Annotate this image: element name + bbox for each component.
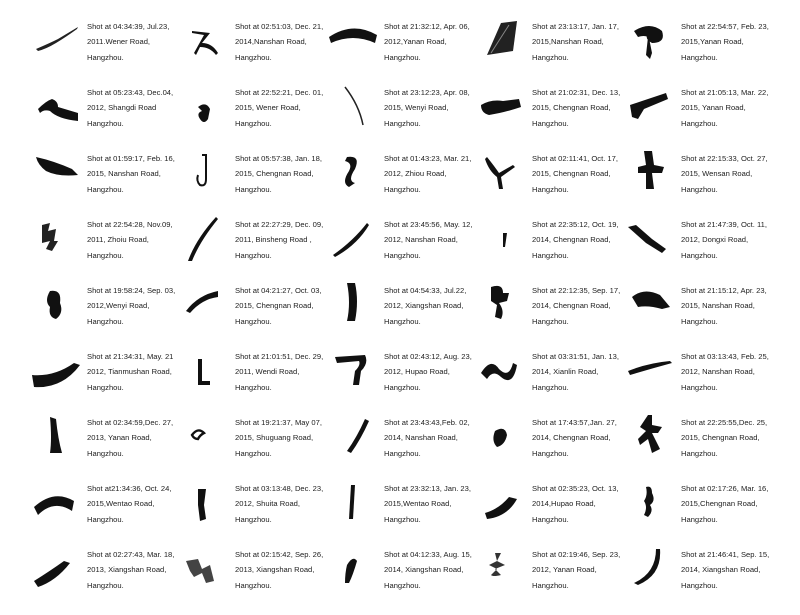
photo-caption: Shot at 23:32:13, Jan. 23, 2015,Wentao Road, Hangzhou. [384, 484, 471, 524]
photo-grid [28, 13, 788, 613]
photo-caption: Shot at 02:35:23, Oct. 13, 2014,Hupao Road, Hangzhou. [532, 484, 619, 524]
hook-stroke [176, 13, 232, 71]
drip-stroke [473, 475, 529, 533]
photo-caption: Shot at 23:45:56, May. 12, 2012, Nanshan Road, Hangzhou. [384, 220, 473, 260]
photo-entry [473, 277, 621, 341]
brush-stroke [176, 277, 232, 335]
photo-caption: Shot at 04:34:39, Jul.23, 2011.Wener Road, Hangzhou. [87, 22, 170, 62]
dark-block-stroke [473, 13, 529, 71]
photo-entry [325, 211, 473, 275]
photo-entry [176, 277, 324, 341]
photo-entry [176, 211, 324, 275]
photo-entry [325, 409, 473, 473]
photo-caption: Shot at 22:54:28, Nov.09, 2011, Zhoiu Road, Hangzhou. [87, 220, 173, 260]
oval-stroke [473, 409, 529, 467]
slash-stroke [325, 409, 381, 467]
cluster-stroke [28, 277, 84, 335]
dot-stroke [473, 211, 529, 269]
photo-entry [176, 79, 324, 143]
wedge-vertical-stroke [28, 409, 84, 467]
knot-stroke [473, 277, 529, 335]
photo-caption: Shot at 02:19:46, Sep. 23, 2012, Yanan Road, Hangzhou. [532, 550, 621, 590]
hook-seven-stroke [325, 343, 381, 401]
photo-caption: Shot at 22:27:29, Dec. 09, 2011, Binsheng Road , Hangzhou. [235, 220, 324, 260]
photo-entry [622, 145, 770, 209]
photo-entry [28, 145, 176, 209]
photo-caption: Shot at 22:15:33, Oct. 27, 2015, Wensan Road, Hangzhou. [681, 154, 768, 194]
photo-entry [28, 79, 176, 143]
thin-arc-stroke [325, 79, 381, 137]
photo-caption: Shot at 02:27:43, Mar. 18, 2013, Xiangshan Road, Hangzhou. [87, 550, 175, 590]
loop-stroke [622, 13, 678, 71]
photo-entry [473, 145, 621, 209]
photo-entry [176, 409, 324, 473]
photo-caption: Shot at 02:34:59,Dec. 27, 2013, Yanan Road, Hangzhou. [87, 418, 174, 458]
photo-caption: Shot at 17:43:57,Jan. 27, 2014, Chengnan Road, Hangzhou. [532, 418, 617, 458]
photo-caption: Shot at 05:23:43, Dec.04, 2012, Shangdi Road Hangzhou. [87, 88, 174, 128]
photo-entry [325, 343, 473, 407]
photo-entry [473, 211, 621, 275]
photo-entry [176, 475, 324, 539]
photo-entry [622, 211, 770, 275]
photo-entry [622, 409, 770, 473]
photo-caption: Shot at 02:43:12, Aug. 23, 2012, Hupao Road, Hangzhou. [384, 352, 472, 392]
photo-entry [28, 277, 176, 341]
photo-entry [176, 343, 324, 407]
arc-bar-stroke [325, 13, 381, 71]
photo-entry [28, 541, 176, 605]
wisp-stroke [622, 343, 678, 401]
photo-entry [622, 79, 770, 143]
flag-stroke [622, 79, 678, 137]
photo-caption: Shot at 01:43:23, Mar. 21, 2012, Zhiou Road, Hangzhou. [384, 154, 472, 194]
photo-caption: Shot at 23:13:17, Jan. 17, 2015,Nanshan Road, Hangzhou. [532, 22, 619, 62]
photo-entry [176, 13, 324, 77]
fan-stroke [622, 277, 678, 335]
photo-entry [622, 541, 770, 605]
photo-caption: Shot at 21:05:13, Mar. 22, 2015, Yanan Road, Hangzhou. [681, 88, 769, 128]
photo-caption: Shot at 21:02:31, Dec. 13, 2015, Chengnan Road, Hangzhou. [532, 88, 621, 128]
photo-caption: Shot at 02:11:41, Oct. 17, 2015, Chengnan Road, Hangzhou. [532, 154, 618, 194]
photo-caption: Shot at 03:13:43, Feb. 25, 2012, Nanshan Road, Hangzhou. [681, 352, 769, 392]
photo-entry [325, 145, 473, 209]
photo-entry [473, 409, 621, 473]
photo-caption: Shot at 02:51:03, Dec. 21, 2014,Nanshan Road, Hangzhou. [235, 22, 324, 62]
photo-entry [622, 343, 770, 407]
glyph-stroke [28, 211, 84, 269]
long-diagonal-stroke [176, 211, 232, 269]
photo-entry [473, 475, 621, 539]
photo-caption: Shot at 23:12:23, Apr. 08, 2015, Wenyi Road, Hangzhou. [384, 88, 470, 128]
curve-hook-stroke [622, 541, 678, 599]
photo-entry [325, 79, 473, 143]
photo-caption: Shot at 02:17:26, Mar. 16, 2015,Chengnan Road, Hangzhou. [681, 484, 769, 524]
photo-entry [622, 13, 770, 77]
wedge-stroke [28, 145, 84, 203]
leaf-stroke [325, 211, 381, 269]
photo-caption: Shot at 22:35:12, Oct. 19, 2014, Chengnan Road, Hangzhou. [532, 220, 619, 260]
photo-entry [473, 541, 621, 605]
diagonal-fan-stroke [28, 541, 84, 599]
photo-entry [176, 541, 324, 605]
twist-stroke [473, 343, 529, 401]
photo-caption: Shot at 21:32:12, Apr. 06, 2012,Yanan Road, Hangzhou. [384, 22, 470, 62]
photo-entry [28, 13, 176, 77]
photo-caption: Shot at 21:15:12, Apr. 23, 2015, Nanshan Road, Hangzhou. [681, 286, 767, 326]
cross-stroke [622, 145, 678, 203]
arch-stroke [28, 475, 84, 533]
photo-entry [28, 211, 176, 275]
thin-rod-stroke [325, 475, 381, 533]
photo-caption: Shot at 22:12:35, Sep. 17, 2014, Chengnan Road, Hangzhou. [532, 286, 621, 326]
feather-stroke [28, 13, 84, 71]
photo-entry [325, 541, 473, 605]
photo-caption: Shot at 22:54:57, Feb. 23, 2015,Yanan Road, Hangzhou. [681, 22, 769, 62]
curl-stroke [176, 409, 232, 467]
photo-caption: Shot at 03:13:48, Dec. 23, 2012, Shuita Road, Hangzhou. [235, 484, 324, 524]
photo-entry [28, 343, 176, 407]
photo-caption: Shot at 21:47:39, Oct. 11, 2012, Dongxi Road, Hangzhou. [681, 220, 767, 260]
photo-caption: Shot at 04:12:33, Aug. 15, 2014, Xiangshan Road, Hangzhou. [384, 550, 472, 590]
star-stroke [622, 409, 678, 467]
photo-caption: Shot at 22:25:55,Dec. 25, 2015, Chengnan Road, Hangzhou. [681, 418, 768, 458]
photo-caption: Shot at 05:57:38, Jan. 18, 2015, Chengnan Road, Hangzhou. [235, 154, 322, 194]
photo-entry [28, 409, 176, 473]
photo-entry [622, 475, 770, 539]
photo-caption: Shot at 21:34:31, May. 21 2012, Tianmushan Road, Hangzhou. [87, 352, 174, 392]
fork-stroke [473, 145, 529, 203]
photo-caption: Shot at 19:21:37, May 07, 2015, Shuguang Road, Hangzhou. [235, 418, 322, 458]
photo-caption: Shot at 04:54:33, Jul.22, 2012, Xiangshan Road, Hangzhou. [384, 286, 467, 326]
zig-stroke [473, 541, 529, 599]
photo-caption: Shot at 21:01:51, Dec. 29, 2011, Wendi Road, Hangzhou. [235, 352, 324, 392]
sweep-stroke [28, 343, 84, 401]
photo-caption: Shot at 21:46:41, Sep. 15, 2014, Xiangshan Road, Hangzhou. [681, 550, 770, 590]
photo-entry [325, 277, 473, 341]
photo-caption: Shot at 04:21:27, Oct. 03, 2015, Chengnan Road, Hangzhou. [235, 286, 322, 326]
photo-entry [176, 145, 324, 209]
photo-caption: Shot at 19:58:24, Sep. 03, 2012,Wenyi Road, Hangzhou. [87, 286, 176, 326]
photo-entry [473, 13, 621, 77]
photo-caption: Shot at 02:15:42, Sep. 26, 2013, Xiangshan Road, Hangzhou. [235, 550, 324, 590]
blot-stroke [176, 79, 232, 137]
photo-entry [473, 343, 621, 407]
photo-entry [325, 13, 473, 77]
photo-caption: Shot at 22:52:21, Dec. 01, 2015, Wener Road, Hangzhou. [235, 88, 324, 128]
small-l-stroke [176, 343, 232, 401]
droplet-stroke [325, 541, 381, 599]
smudge-stroke [473, 79, 529, 137]
photo-entry [622, 277, 770, 341]
photo-entry [28, 475, 176, 539]
swoop-stroke [28, 79, 84, 137]
photo-caption: Shot at 01:59:17, Feb. 16, 2015, Nanshan Road, Hangzhou. [87, 154, 175, 194]
photo-caption: Shot at21:34:36, Oct. 24, 2015,Wentao Road, Hangzhou. [87, 484, 172, 524]
scribble-stroke [176, 541, 232, 599]
photo-caption: Shot at 03:31:51, Jan. 13, 2014, Xianlin Road, Hangzhou. [532, 352, 619, 392]
photo-caption: Shot at 23:43:43,Feb. 02, 2014, Nanshan Road, Hangzhou. [384, 418, 470, 458]
s-stroke [325, 145, 381, 203]
tail-stroke [622, 211, 678, 269]
bar-stroke [325, 277, 381, 335]
stack-stroke [622, 475, 678, 533]
rod-stroke [176, 475, 232, 533]
j-hook-stroke [176, 145, 232, 203]
photo-entry [473, 79, 621, 143]
photo-entry [325, 475, 473, 539]
